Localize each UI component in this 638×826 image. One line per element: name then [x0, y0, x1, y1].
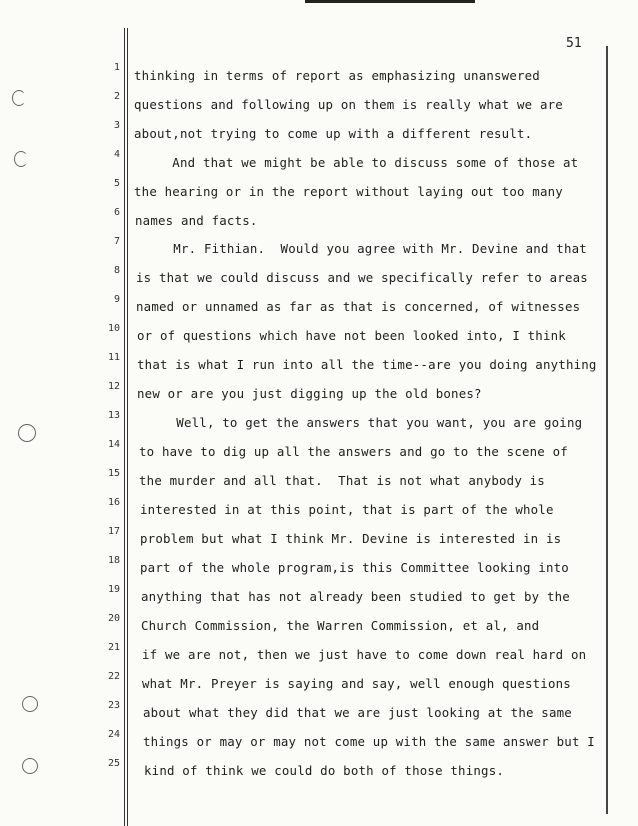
left-margin-rule — [124, 28, 125, 826]
transcript-line: anything that has not already been studied to get by the — [141, 589, 570, 604]
line-number: 11 — [107, 352, 120, 363]
transcript-line: what Mr. Preyer is saying and say, well enough questions — [142, 676, 571, 691]
transcript-line: interested in at this point, that is part of the whole — [140, 502, 554, 517]
transcript-line: or of questions which have not been looked into, I think — [137, 328, 566, 343]
line-number: 13 — [107, 410, 120, 421]
line-number: 15 — [107, 468, 120, 479]
line-number: 21 — [107, 642, 120, 653]
binder-hole-mark — [12, 90, 26, 106]
right-margin-rule — [606, 46, 608, 814]
transcript-line: kind of think we could do both of those things. — [144, 763, 505, 778]
line-number: 2 — [113, 91, 120, 102]
line-number: 5 — [113, 178, 120, 189]
line-number: 1 — [113, 62, 120, 73]
line-number: 4 — [113, 149, 120, 160]
page-number: 51 — [566, 36, 582, 51]
line-number: 12 — [107, 381, 120, 392]
transcript-line: about,not trying to come up with a different result. — [134, 126, 533, 141]
binder-hole — [22, 758, 38, 774]
line-number: 25 — [107, 758, 120, 769]
line-number: 6 — [113, 207, 120, 218]
line-number: 7 — [113, 236, 120, 247]
line-number: 19 — [107, 584, 120, 595]
transcript-line: part of the whole program,is this Committee looking into — [140, 560, 569, 575]
transcript-line: Mr. Fithian. Would you agree with Mr. Devine and that — [135, 241, 587, 256]
line-number: 8 — [113, 265, 120, 276]
line-number: 20 — [107, 613, 120, 624]
transcript-line: the hearing or in the report without laying out too many — [134, 184, 563, 199]
transcript-line: the murder and all that. That is not what anybody is — [139, 473, 545, 488]
binder-hole — [22, 696, 38, 712]
line-number: 22 — [107, 671, 120, 682]
transcript-line: is that we could discuss and we specifically refer to areas — [136, 270, 588, 285]
transcript-line: Well, to get the answers that you want, you are going — [138, 415, 583, 430]
transcript-line: new or are you just digging up the old bones? — [137, 386, 482, 401]
transcript-line: And that we might be able to discuss some of those at — [134, 155, 579, 170]
line-number: 23 — [107, 700, 120, 711]
transcript-line: to have to dig up all the answers and go to the scene of — [139, 444, 568, 459]
transcript-line: names and facts. — [135, 213, 258, 228]
transcript-line: about what they did that we are just looking at the same — [143, 705, 572, 720]
line-number: 24 — [107, 729, 120, 740]
top-edge-mark — [305, 0, 475, 3]
transcript-line: named or unnamed as far as that is concerned, of witnesses — [136, 299, 581, 314]
line-number: 16 — [107, 497, 120, 508]
line-number: 17 — [107, 526, 120, 537]
transcript-line: questions and following up on them is really what we are — [134, 97, 563, 112]
binder-hole-mark — [14, 151, 28, 167]
transcript-line: thinking in terms of report as emphasizing unanswered — [134, 68, 540, 83]
line-number: 14 — [107, 439, 120, 450]
line-number: 10 — [107, 323, 120, 334]
transcript-line: if we are not, then we just have to come down real hard on — [142, 647, 587, 662]
transcript-line: Church Commission, the Warren Commission, et al, and — [141, 618, 540, 633]
transcript-line: that is what I run into all the time--are you doing anything — [137, 357, 597, 372]
line-number: 9 — [113, 294, 120, 305]
line-number: 3 — [113, 120, 120, 131]
line-number: 18 — [107, 555, 120, 566]
transcript-line: things or may or may not come up with the same answer but I — [143, 734, 595, 749]
transcript-line: problem but what I think Mr. Devine is interested in is — [140, 531, 562, 546]
binder-hole — [18, 424, 36, 442]
left-margin-rule-inner — [127, 28, 128, 826]
